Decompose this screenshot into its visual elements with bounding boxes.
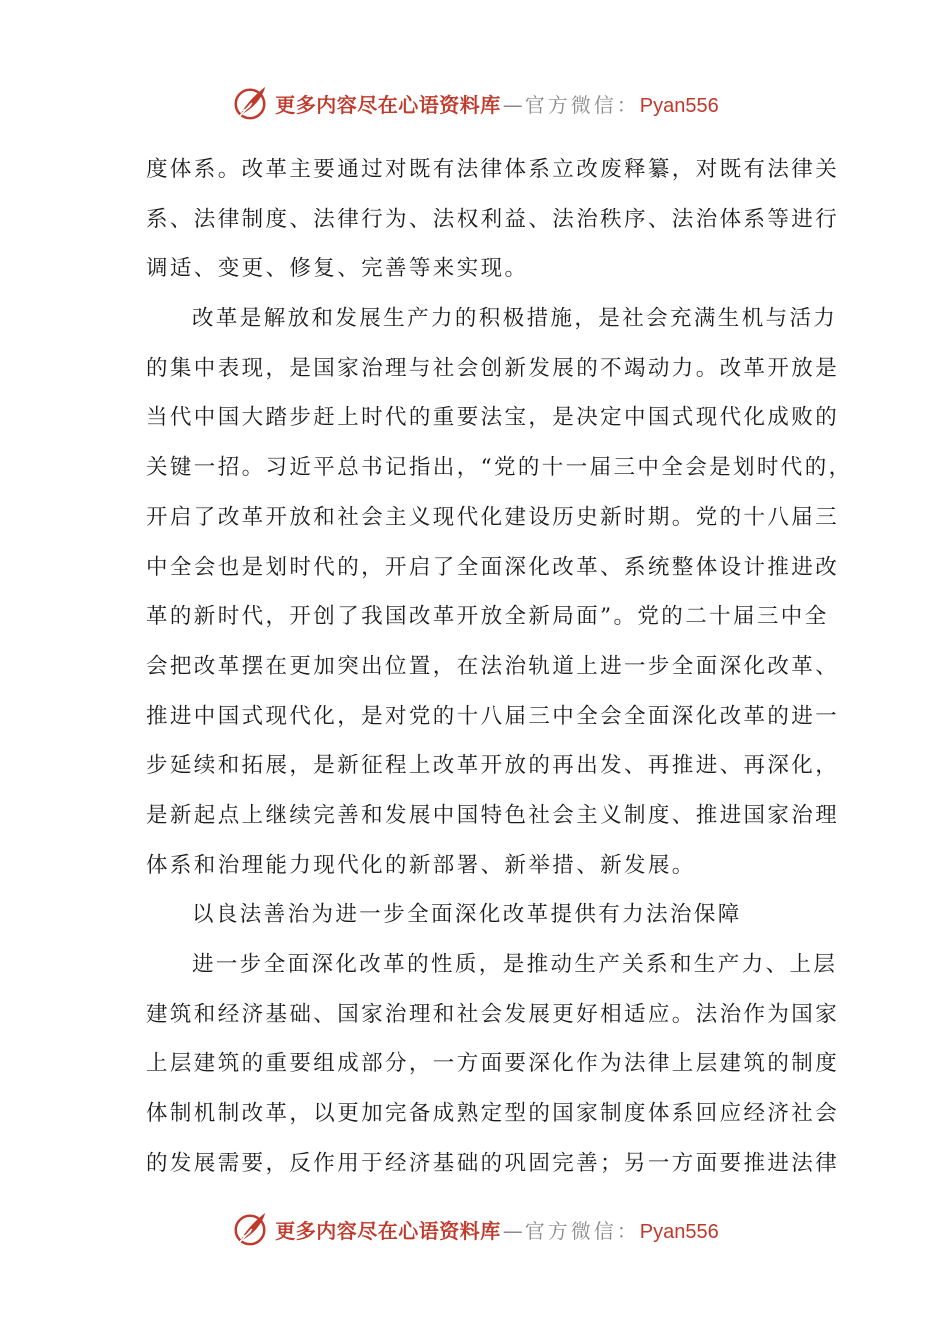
text-line: 会把改革摆在更加突出位置，在法治轨道上进一步全面深化改革、: [146, 653, 840, 679]
quill-logo-icon: [231, 84, 269, 122]
text-line: 上层建筑的重要组成部分，一方面要深化作为法律上层建筑的制度: [146, 1051, 840, 1077]
text-line: 调适、变更、修复、完善等来实现。: [146, 256, 529, 282]
banner-text: [275, 1215, 718, 1244]
banner-dash: —: [502, 92, 523, 117]
banner-wechat-id: Pyan556: [639, 94, 719, 117]
text-line: 开启了改革开放和社会主义现代化建设历史新时期。党的十八届三: [146, 504, 840, 530]
text-line: 以良法善治为进一步全面深化改革提供有力法治保障: [192, 902, 742, 928]
text-line: 度体系。改革主要通过对既有法律体系立改废释纂，对既有法律关: [146, 157, 840, 182]
document-body: [146, 148, 853, 1191]
text-line: 当代中国大踏步赶上时代的重要法宝，是决定中国式现代化成败的: [146, 405, 840, 431]
banner-main-text: 更多内容尽在心语资料库: [275, 1218, 501, 1243]
text-line: 体制机制改革，以更加完备成熟定型的国家制度体系回应经济社会: [146, 1101, 840, 1127]
text-line: 步延续和拓展，是新征程上改革开放的再出发、再推进、再深化，: [146, 753, 840, 779]
text-line: 推进中国式现代化，是对党的十八届三中全会全面深化改革的进一: [146, 703, 840, 729]
banner-wechat-id: Pyan556: [639, 1220, 719, 1243]
text-line: 的集中表现，是国家治理与社会创新发展的不竭动力。改革开放是: [146, 355, 840, 381]
text-line: 关键一招。习近平总书记指出，“党的十一届三中全会是划时代的，: [146, 455, 853, 481]
header-banner: [0, 81, 950, 125]
text-line: 的发展需要，反作用于经济基础的巩固完善；另一方面要推进法律: [146, 1150, 840, 1176]
text-line: 建筑和经济基础、国家治理和社会发展更好相适应。法治作为国家: [146, 1001, 840, 1027]
banner-wechat-label: 官方微信：: [524, 92, 640, 117]
text-line: 系、法律制度、法律行为、法权利益、法治秩序、法治体系等进行: [146, 206, 840, 232]
text-line: 进一步全面深化改革的性质，是推动生产关系和生产力、上层: [192, 952, 838, 977]
banner-main-text: 更多内容尽在心语资料库: [275, 92, 501, 117]
banner-wechat-label: 官方微信：: [524, 1218, 640, 1243]
banner-dash: —: [502, 1218, 523, 1243]
text-line: 改革是解放和发展生产力的积极措施，是社会充满生机与活力: [192, 306, 838, 332]
text-line: 体系和治理能力现代化的新部署、新举措、新发展。: [146, 852, 696, 878]
text-line: 革的新时代，开创了我国改革开放全新局面”。党的二十届三中全: [146, 604, 829, 630]
footer-banner: [0, 1207, 950, 1251]
quill-logo-icon: [231, 1210, 269, 1248]
text-line: 是新起点上继续完善和发展中国特色社会主义制度、推进国家治理: [146, 802, 840, 828]
banner-text: [275, 89, 718, 118]
text-line: 中全会也是划时代的，开启了全面深化改革、系统整体设计推进改: [146, 554, 840, 580]
